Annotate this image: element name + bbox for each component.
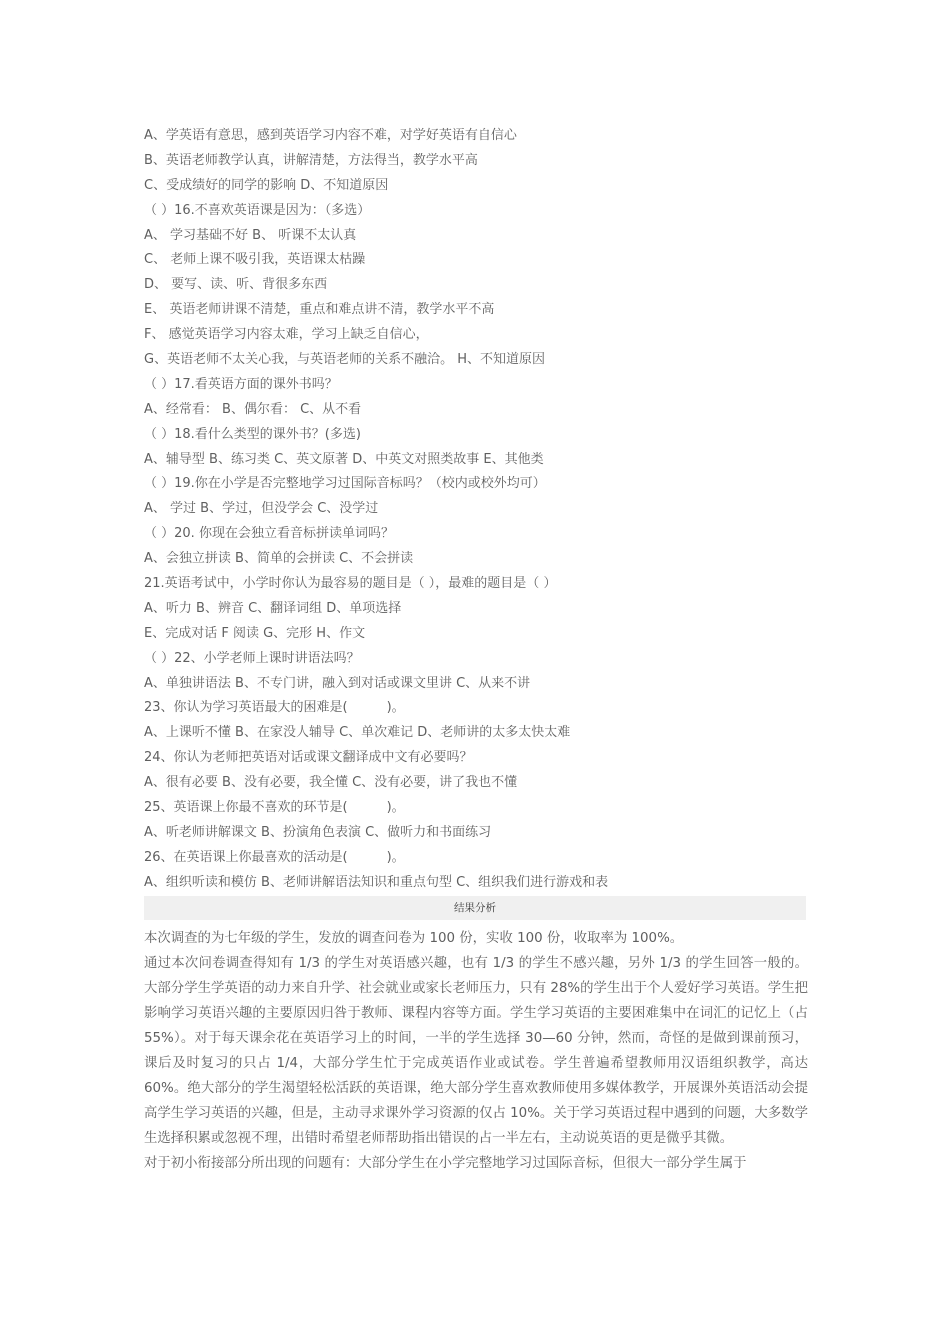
- survey-line: A、听力 B、辨音 C、翻译词组 D、单项选择: [144, 600, 402, 616]
- section-title: 结果分析: [454, 902, 496, 914]
- section-title-bar: [144, 896, 806, 920]
- survey-line: D、 要写、读、听、背很多东西: [144, 277, 328, 293]
- survey-line: A、辅导型 B、练习类 C、英文原著 D、中英文对照类故事 E、其他类: [144, 451, 544, 467]
- survey-line: G、英语老师不太关心我，与英语老师的关系不融洽。 H、不知道原因: [144, 352, 545, 368]
- analysis-paragraph-3: 对于初小衔接部分所出现的问题有：大部分学生在小学完整地学习过国际音标，但很大一部分学生属于: [144, 1156, 747, 1171]
- survey-line: （ ）19.你在小学是否完整地学习过国际音标吗？（校内或校外均可）: [144, 476, 546, 492]
- survey-line: A、很有必要 B、没有必要，我全懂 C、没有必要，讲了我也不懂: [144, 775, 518, 791]
- survey-line: 25、英语课上你最不喜欢的环节是( )。: [144, 800, 405, 816]
- analysis-paragraph-2: 通过本次问卷调查得知有 1/3 的学生对英语感兴趣，也有 1/3 的学生不感兴趣，另外 1/3 的学生回答一般的。大部分学生学英语的动力来自升学、社会就业或家长老师压力，只有 28%的学生出于个人爱好学习英语。学生把影响学习英语兴趣的主要原因归咎于教师、课程内容等方面。学生学习英语的主要困难集中在词汇的记忆上（占 55%）。对于每天课余花在英语学习上的时间，一半的学生选择 30—60 分钟，然而，奇怪的是做到课前预习，课后及时复习的只占 1/4，大部分学生忙于完成英语作业或试卷。学生普遍希望教师用汉语组织教学，高达 60%。绝大部分的学生渴望轻松活跃的英语课，绝大部分学生喜欢教师使用多媒体教学，开展课外英语活动会提高学生学习英语的兴趣，但是，主动寻求课外学习资源的仅占 10%。关于学习英语过程中遇到的问题，大多数学生选择积累或忽视不理，出错时希望老师帮助指出错误的占一半左右，主动说英语的更是微乎其微。: [144, 956, 808, 1146]
- survey-line: （ ）20. 你现在会独立看音标拼读单词吗？: [144, 526, 394, 542]
- analysis-paragraph-1: 本次调查的为七年级的学生，发放的调查问卷为 100 份，实收 100 份，收取率为 100%。: [144, 931, 684, 946]
- survey-line: A、组织听读和模仿 B、老师讲解语法知识和重点句型 C、组织我们进行游戏和表: [144, 874, 609, 890]
- survey-line: A、 学习基础不好 B、 听课不太认真: [144, 227, 357, 243]
- survey-line: A、 学过 B、学过，但没学会 C、没学过: [144, 501, 379, 517]
- survey-line: （ ）18.看什么类型的课外书？(多选): [144, 426, 361, 442]
- survey-line: 26、在英语课上你最喜欢的活动是( )。: [144, 849, 405, 865]
- survey-line: A、听老师讲解课文 B、扮演角色表演 C、做听力和书面练习: [144, 824, 492, 840]
- survey-line: 21.英语考试中，小学时你认为最容易的题目是（ ），最难的题目是（ ）: [144, 576, 557, 592]
- survey-line: A、经常看： B、偶尔看： C、从不看: [144, 401, 362, 417]
- survey-line: B、英语老师教学认真，讲解清楚，方法得当，教学水平高: [144, 152, 478, 168]
- survey-line: （ ）17.看英语方面的课外书吗？: [144, 376, 338, 392]
- survey-line: A、学英语有意思，感到英语学习内容不难，对学好英语有自信心: [144, 128, 517, 143]
- survey-line: E、完成对话 F 阅读 G、完形 H、作文: [144, 625, 366, 641]
- survey-line: （ ）16.不喜欢英语课是因为：（多选）: [144, 202, 371, 218]
- survey-line: C、受成绩好的同学的影响 D、不知道原因: [144, 177, 389, 193]
- analysis-section: [144, 926, 808, 1176]
- survey-line: A、会独立拼读 B、简单的会拼读 C、不会拼读: [144, 551, 414, 567]
- survey-line: C、 老师上课不吸引我，英语课太枯躁: [144, 252, 366, 268]
- survey-line: 24、你认为老师把英语对话或课文翻译成中文有必要吗？: [144, 750, 473, 766]
- survey-line: E、 英语老师讲课不清楚，重点和难点讲不清，教学水平不高: [144, 302, 495, 318]
- survey-line: F、 感觉英语学习内容太难，学习上缺乏自信心，: [144, 327, 429, 343]
- survey-questions: [144, 124, 808, 896]
- survey-line: A、单独讲语法 B、不专门讲，融入到对话或课文里讲 C、从来不讲: [144, 675, 531, 691]
- survey-line: （ ）22、小学老师上课时讲语法吗？: [144, 650, 360, 666]
- survey-line: 23、你认为学习英语最大的困难是( )。: [144, 700, 405, 716]
- survey-line: A、上课听不懂 B、在家没人辅导 C、单次难记 D、老师讲的太多太快太难: [144, 725, 571, 741]
